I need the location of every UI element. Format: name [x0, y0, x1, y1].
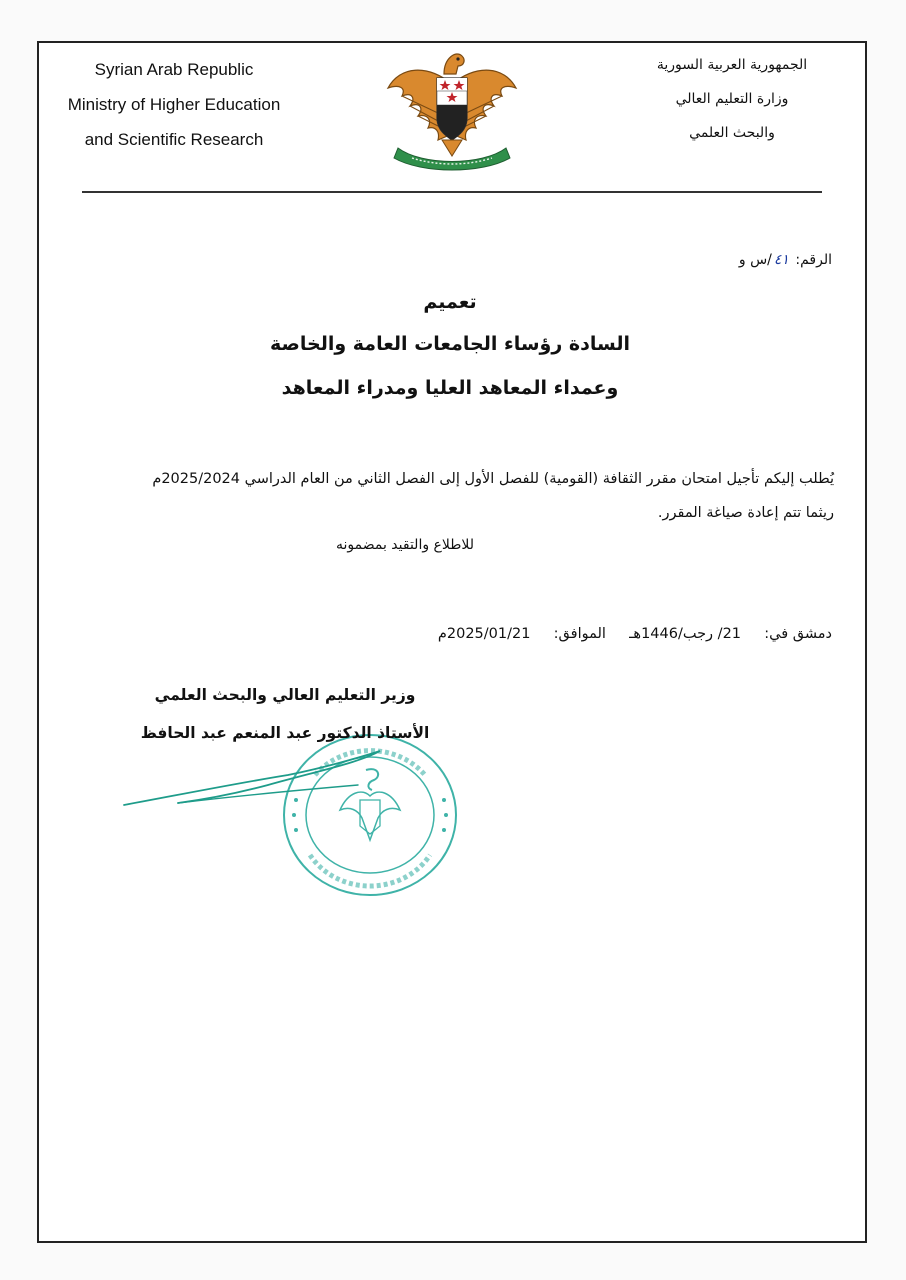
date-hijri: 21/ رجب/1446هـ [629, 626, 742, 642]
handwritten-signature [118, 745, 418, 815]
reference-label: الرقم: [795, 252, 832, 268]
title-block [120, 282, 780, 410]
date-line [438, 626, 832, 642]
header-divider [82, 191, 822, 193]
signatory-block [120, 676, 450, 752]
english-line-ministry: Ministry of Higher Education [67, 95, 281, 114]
body-paragraph [74, 462, 834, 530]
reference-number [739, 252, 832, 268]
date-gregorian: 2025/01/21م [437, 626, 531, 642]
arabic-line-research: والبحث العلمي [689, 125, 775, 141]
date-gregorian-label: الموافق: [553, 626, 606, 642]
document-page [37, 41, 867, 1243]
recipient-line-1: السادة رؤساء الجامعات العامة والخاصة [270, 333, 630, 355]
arabic-line-country: الجمهورية العربية السورية [656, 57, 808, 73]
syrian-eagle-emblem-icon [382, 44, 522, 172]
english-line-country: Syrian Arab Republic [94, 60, 254, 79]
body-line-2: ريثما تتم إعادة صياغة المقرر. [657, 505, 834, 521]
signatory-name: الأستاذ الدكتور عبد المنعم عبد الحافظ [140, 724, 430, 742]
closing-note: للاطلاع والتقيد بمضمونه [335, 537, 475, 553]
arabic-letterhead [622, 48, 842, 150]
reference-suffix: /س و [738, 252, 772, 268]
signatory-title: وزير التعليم العالي والبحث العلمي [154, 686, 416, 704]
document-title: تعميم [423, 291, 477, 313]
date-place-label: دمشق في: [764, 626, 832, 642]
english-line-research: and Scientific Research [84, 130, 264, 149]
body-line-1: يُطلب إليكم تأجيل امتحان مقرر الثقافة (القومية) للفصل الأول إلى الفصل الثاني من العام الدراسي 2025/2024م [152, 471, 834, 487]
recipient-line-2: وعمداء المعاهد العليا ومدراء المعاهد [281, 377, 619, 399]
english-letterhead [48, 52, 300, 157]
arabic-line-ministry: وزارة التعليم العالي [675, 91, 789, 107]
reference-value: ٤١ [773, 252, 789, 268]
